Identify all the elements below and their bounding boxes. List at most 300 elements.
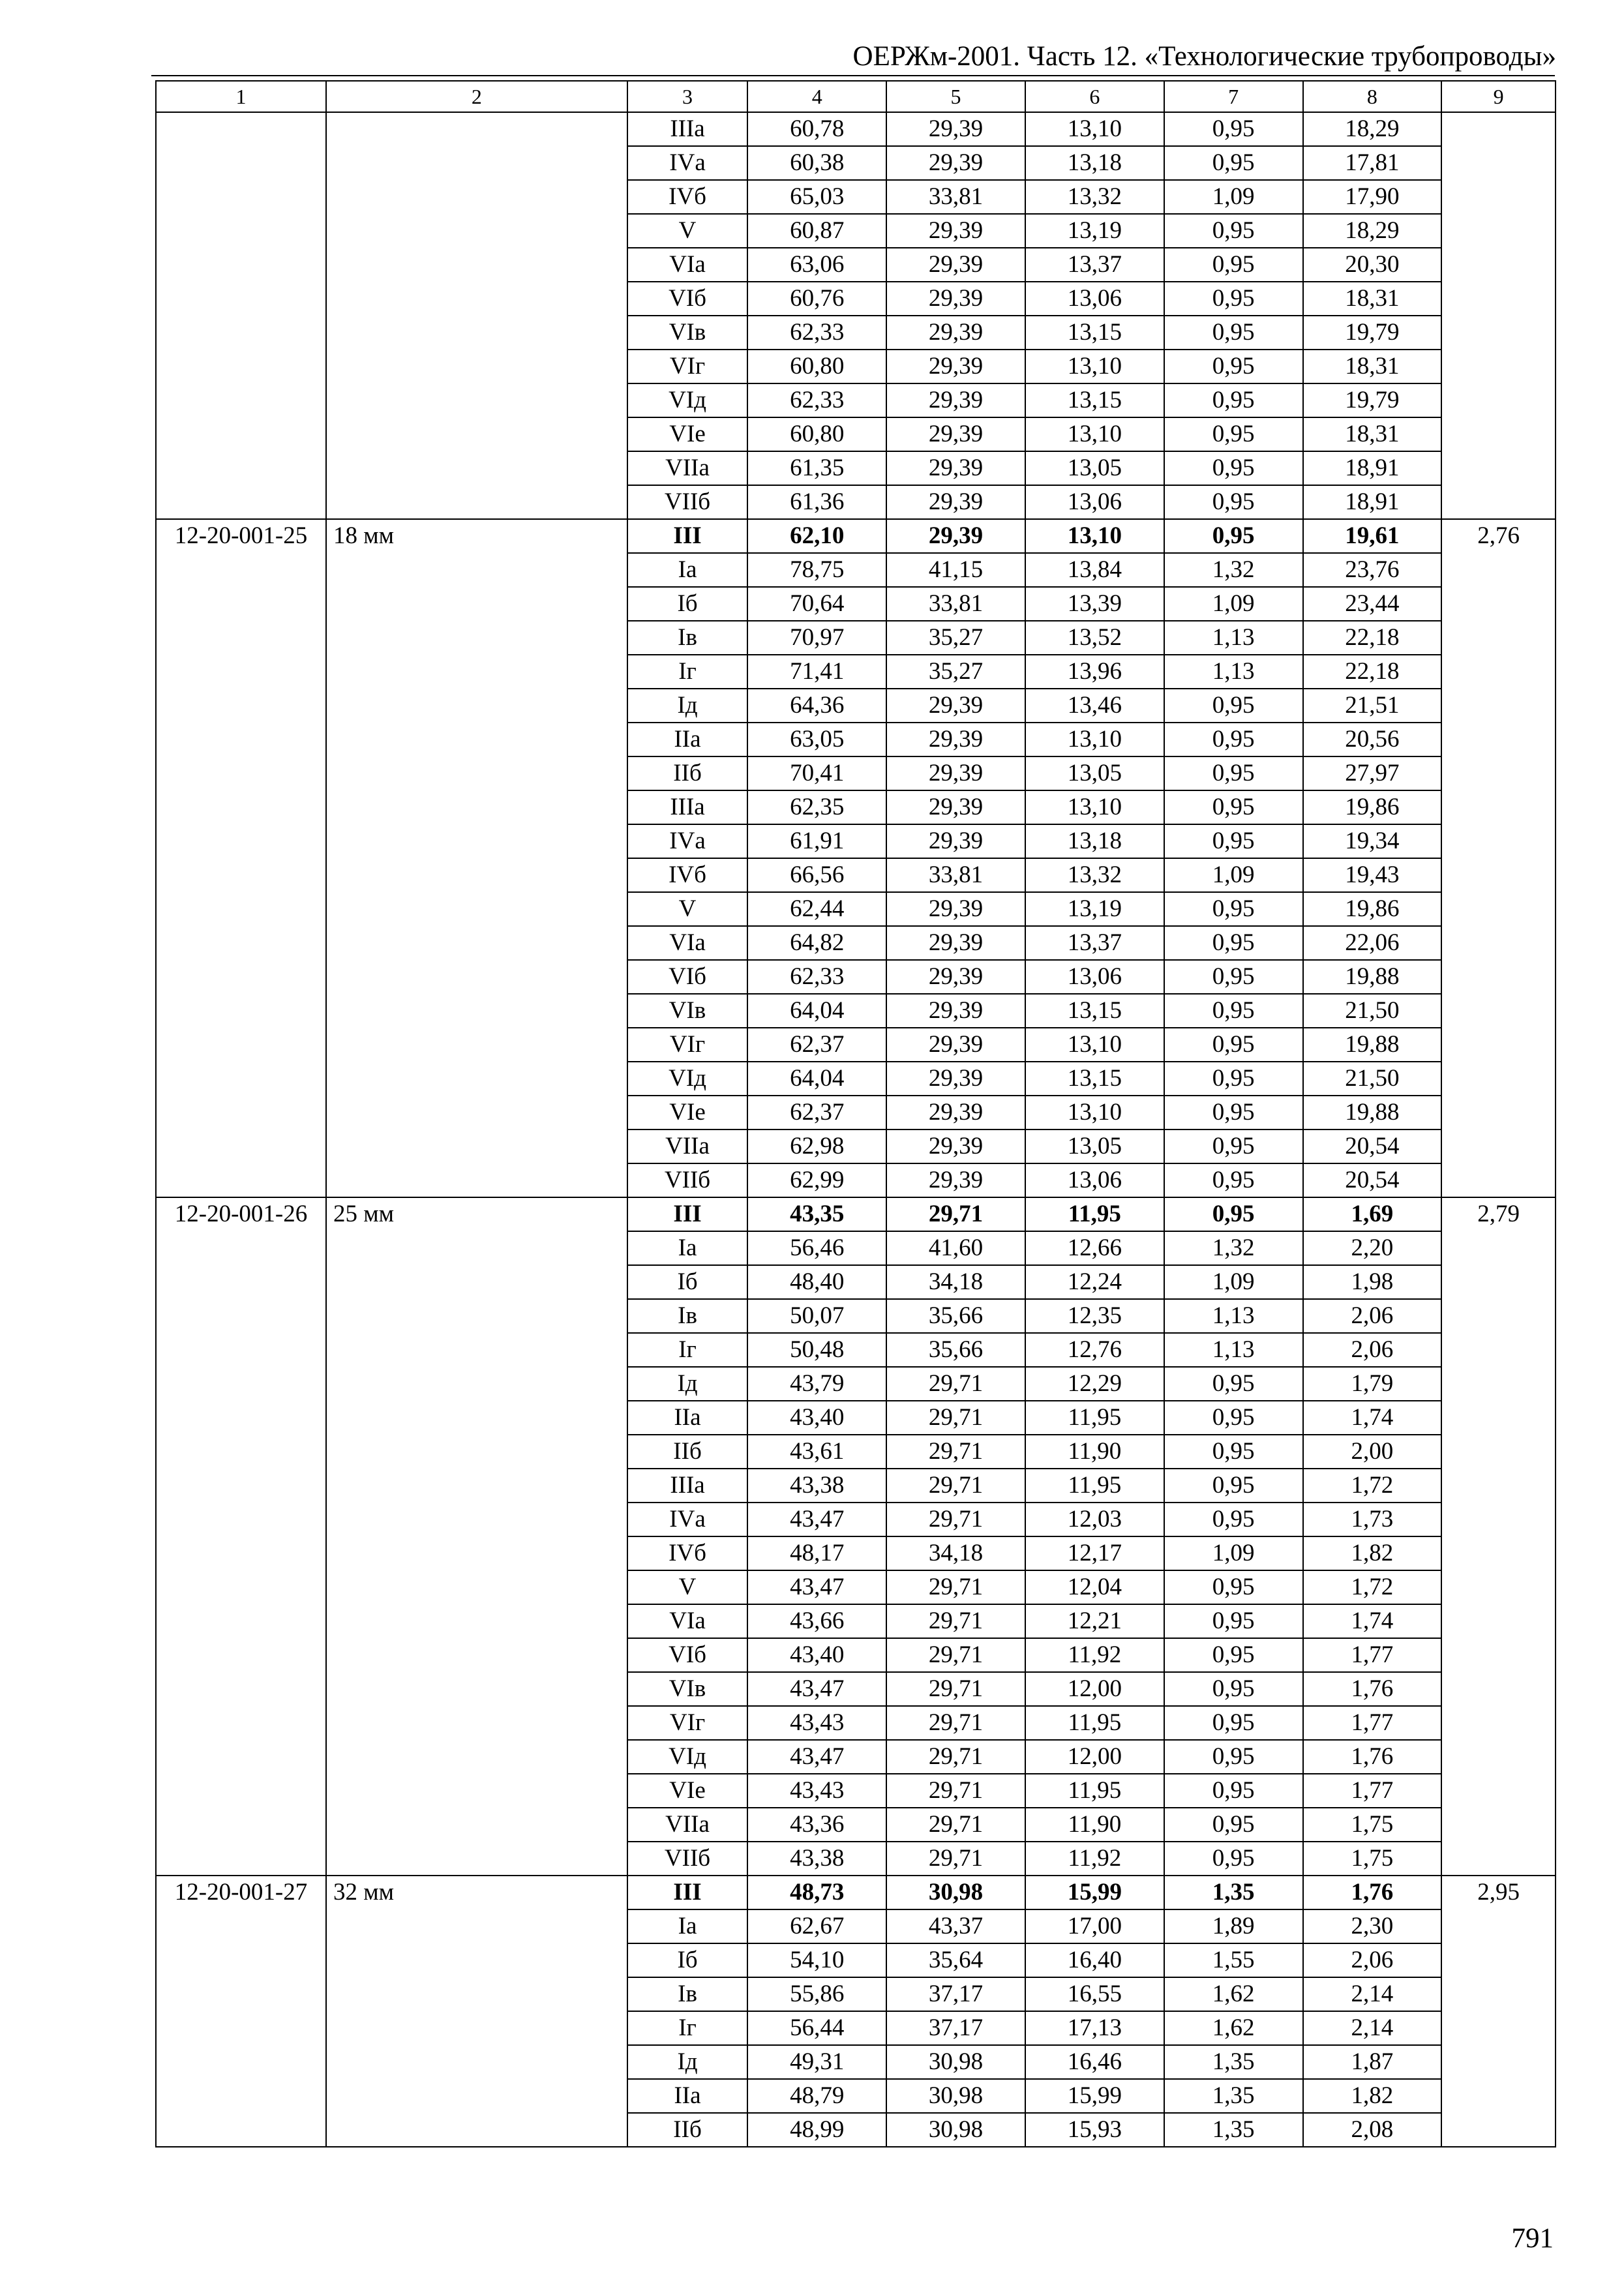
cell-machinist-wage: 1,35 [1164, 2045, 1303, 2079]
col-header-9: 9 [1441, 81, 1556, 112]
table-row [156, 1435, 1556, 1469]
cell-total: 62,99 [747, 1163, 886, 1197]
cell-materials: 1,72 [1303, 1469, 1442, 1503]
cell-total: 56,44 [747, 2011, 886, 2045]
cell-labor [1441, 1909, 1556, 1943]
cell-code [156, 2079, 326, 2113]
cell-wage: 29,71 [886, 1706, 1025, 1740]
table-row [156, 316, 1556, 350]
cell-wage: 29,39 [886, 1062, 1025, 1096]
cell-machine: 13,15 [1025, 316, 1164, 350]
cell-zone: Iд [627, 1367, 748, 1401]
cell-total: 64,04 [747, 1062, 886, 1096]
cell-zone: IVа [627, 824, 748, 858]
cell-wage: 33,81 [886, 587, 1025, 621]
cell-wage: 29,71 [886, 1774, 1025, 1808]
table-row [156, 2045, 1556, 2079]
cell-size [326, 2011, 627, 2045]
cell-size [326, 2045, 627, 2079]
cell-size [326, 1333, 627, 1367]
cell-machine: 13,10 [1025, 1028, 1164, 1062]
cell-labor [1441, 214, 1556, 248]
cell-wage: 29,71 [886, 1401, 1025, 1435]
cell-total: 62,98 [747, 1130, 886, 1163]
cell-machine: 13,10 [1025, 417, 1164, 451]
cell-zone: VIе [627, 417, 748, 451]
table-row [156, 587, 1556, 621]
cell-total: 65,03 [747, 180, 886, 214]
cell-machine: 13,32 [1025, 180, 1164, 214]
cell-total: 43,38 [747, 1842, 886, 1876]
cell-code [156, 858, 326, 892]
cell-materials: 1,74 [1303, 1401, 1442, 1435]
table-row [156, 1130, 1556, 1163]
table-row [156, 1096, 1556, 1130]
cell-code [156, 316, 326, 350]
running-header: ОЕРЖм-2001. Часть 12. «Технологические трубопроводы» [852, 41, 1556, 72]
cell-machine: 13,10 [1025, 723, 1164, 756]
cell-zone: VIа [627, 248, 748, 282]
table-row [156, 519, 1556, 553]
cell-wage: 37,17 [886, 1977, 1025, 2011]
cell-machinist-wage: 0,95 [1164, 248, 1303, 282]
cell-size [326, 756, 627, 790]
cell-total: 61,91 [747, 824, 886, 858]
table-row [156, 756, 1556, 790]
table-row [156, 960, 1556, 994]
cell-labor [1441, 1977, 1556, 2011]
cell-labor [1441, 248, 1556, 282]
cell-materials: 1,77 [1303, 1774, 1442, 1808]
cell-total: 64,36 [747, 689, 886, 723]
cell-materials: 19,86 [1303, 892, 1442, 926]
cell-labor [1441, 723, 1556, 756]
cell-machinist-wage: 0,95 [1164, 1096, 1303, 1130]
cell-labor [1441, 1299, 1556, 1333]
cell-materials: 1,76 [1303, 1672, 1442, 1706]
cell-machinist-wage: 1,13 [1164, 1333, 1303, 1367]
table-row [156, 214, 1556, 248]
cell-wage: 29,71 [886, 1740, 1025, 1774]
cell-labor [1441, 892, 1556, 926]
cell-machinist-wage: 0,95 [1164, 1401, 1303, 1435]
table-row [156, 1197, 1556, 1231]
cell-code [156, 485, 326, 519]
cell-code [156, 1469, 326, 1503]
cell-code [156, 417, 326, 451]
cell-machinist-wage: 0,95 [1164, 417, 1303, 451]
table-row [156, 858, 1556, 892]
cell-machine: 13,52 [1025, 621, 1164, 655]
cell-machine: 13,05 [1025, 451, 1164, 485]
cell-total: 54,10 [747, 1943, 886, 1977]
cell-machine: 13,39 [1025, 587, 1164, 621]
cell-zone: VIг [627, 1028, 748, 1062]
cell-code [156, 2045, 326, 2079]
cell-machinist-wage: 1,62 [1164, 1977, 1303, 2011]
table-row [156, 1706, 1556, 1740]
cell-total: 70,97 [747, 621, 886, 655]
cell-wage: 29,39 [886, 790, 1025, 824]
cell-machine: 13,15 [1025, 1062, 1164, 1096]
cell-wage: 29,39 [886, 519, 1025, 553]
table-row [156, 723, 1556, 756]
cell-machinist-wage: 0,95 [1164, 1197, 1303, 1231]
cell-total: 60,80 [747, 417, 886, 451]
cell-size [326, 1570, 627, 1604]
cell-materials: 20,54 [1303, 1163, 1442, 1197]
cell-size [326, 858, 627, 892]
table-row [156, 1604, 1556, 1638]
cell-machine: 11,90 [1025, 1808, 1164, 1842]
cell-zone: VIIа [627, 451, 748, 485]
cell-materials: 22,06 [1303, 926, 1442, 960]
table-row [156, 1299, 1556, 1333]
cell-labor [1441, 2113, 1556, 2147]
cell-materials: 19,43 [1303, 858, 1442, 892]
cell-size: 25 мм [326, 1197, 627, 1231]
cell-size [326, 1265, 627, 1299]
cell-zone: VIа [627, 1604, 748, 1638]
cell-materials: 1,98 [1303, 1265, 1442, 1299]
table-row [156, 1503, 1556, 1536]
cell-machine: 13,10 [1025, 519, 1164, 553]
table-row [156, 112, 1556, 146]
cell-labor [1441, 2011, 1556, 2045]
cell-machine: 13,18 [1025, 824, 1164, 858]
cell-total: 60,87 [747, 214, 886, 248]
cell-machinist-wage: 0,95 [1164, 1130, 1303, 1163]
cell-machinist-wage: 0,95 [1164, 756, 1303, 790]
table-row [156, 180, 1556, 214]
cell-code [156, 1774, 326, 1808]
cell-zone: Iд [627, 2045, 748, 2079]
col-header-7: 7 [1164, 81, 1303, 112]
cell-wage: 29,39 [886, 350, 1025, 383]
cell-zone: IIа [627, 1401, 748, 1435]
cell-machine: 13,32 [1025, 858, 1164, 892]
cell-total: 62,37 [747, 1096, 886, 1130]
cell-zone: IIб [627, 1435, 748, 1469]
cell-size [326, 2113, 627, 2147]
cell-materials: 2,06 [1303, 1943, 1442, 1977]
cell-wage: 29,39 [886, 485, 1025, 519]
cell-total: 49,31 [747, 2045, 886, 2079]
cell-code [156, 1130, 326, 1163]
cell-labor [1441, 1096, 1556, 1130]
cell-wage: 29,39 [886, 960, 1025, 994]
cell-code [156, 926, 326, 960]
cell-materials: 2,30 [1303, 1909, 1442, 1943]
table-row [156, 1808, 1556, 1842]
cell-zone: VIг [627, 1706, 748, 1740]
cell-machinist-wage: 0,95 [1164, 316, 1303, 350]
table-row [156, 282, 1556, 316]
cell-code [156, 2113, 326, 2147]
table-row [156, 1367, 1556, 1401]
cell-total: 43,40 [747, 1638, 886, 1672]
cell-code [156, 892, 326, 926]
cell-machine: 13,18 [1025, 146, 1164, 180]
cell-machine: 11,95 [1025, 1774, 1164, 1808]
cell-zone: IIIа [627, 112, 748, 146]
cell-code [156, 1536, 326, 1570]
cell-size [326, 1604, 627, 1638]
cell-zone: VIд [627, 383, 748, 417]
cell-materials: 1,74 [1303, 1604, 1442, 1638]
cell-total: 63,06 [747, 248, 886, 282]
cell-machinist-wage: 1,09 [1164, 1265, 1303, 1299]
cell-labor [1441, 180, 1556, 214]
cell-code: 12-20-001-25 [156, 519, 326, 553]
cell-machinist-wage: 0,95 [1164, 1672, 1303, 1706]
cell-size [326, 2079, 627, 2113]
cell-zone: VIIб [627, 1842, 748, 1876]
cell-wage: 29,71 [886, 1469, 1025, 1503]
table-row [156, 1943, 1556, 1977]
cell-labor [1441, 451, 1556, 485]
cell-machinist-wage: 0,95 [1164, 1367, 1303, 1401]
cell-size [326, 790, 627, 824]
cell-labor [1441, 1265, 1556, 1299]
cell-zone: Iа [627, 1909, 748, 1943]
cell-labor [1441, 587, 1556, 621]
cell-labor [1441, 112, 1556, 146]
cell-materials: 18,29 [1303, 214, 1442, 248]
cell-labor [1441, 1774, 1556, 1808]
cell-machine: 13,84 [1025, 553, 1164, 587]
cell-machinist-wage: 0,95 [1164, 960, 1303, 994]
cell-materials: 21,50 [1303, 994, 1442, 1028]
cell-code [156, 1435, 326, 1469]
cell-code [156, 282, 326, 316]
cell-labor [1441, 1706, 1556, 1740]
cell-code [156, 655, 326, 689]
cell-machinist-wage: 0,95 [1164, 1469, 1303, 1503]
cell-labor [1441, 689, 1556, 723]
table-row [156, 1977, 1556, 2011]
cell-machine: 11,95 [1025, 1469, 1164, 1503]
cell-zone: Iд [627, 689, 748, 723]
cell-machinist-wage: 0,95 [1164, 519, 1303, 553]
cell-total: 48,79 [747, 2079, 886, 2113]
cell-wage: 30,98 [886, 2079, 1025, 2113]
table-row [156, 1333, 1556, 1367]
cell-labor [1441, 1231, 1556, 1265]
header-rule [151, 75, 1555, 76]
cell-materials: 20,30 [1303, 248, 1442, 282]
cell-code [156, 587, 326, 621]
cell-machinist-wage: 1,09 [1164, 858, 1303, 892]
cell-wage: 33,81 [886, 858, 1025, 892]
cell-labor [1441, 146, 1556, 180]
cell-materials: 19,79 [1303, 316, 1442, 350]
cell-code [156, 214, 326, 248]
cell-code [156, 350, 326, 383]
cell-materials: 19,88 [1303, 1028, 1442, 1062]
cell-code [156, 756, 326, 790]
cell-wage: 41,15 [886, 553, 1025, 587]
table-row [156, 451, 1556, 485]
cell-labor [1441, 2079, 1556, 2113]
cell-labor [1441, 790, 1556, 824]
cell-wage: 29,39 [886, 926, 1025, 960]
cell-code [156, 553, 326, 587]
cell-machine: 12,76 [1025, 1333, 1164, 1367]
cell-materials: 18,29 [1303, 112, 1442, 146]
cell-code [156, 1977, 326, 2011]
cell-total: 55,86 [747, 1977, 886, 2011]
cell-size [326, 1774, 627, 1808]
cell-zone: IIIа [627, 1469, 748, 1503]
cell-size [326, 1536, 627, 1570]
cell-labor [1441, 1401, 1556, 1435]
cell-total: 43,66 [747, 1604, 886, 1638]
cell-total: 43,36 [747, 1808, 886, 1842]
cell-zone: VIIб [627, 485, 748, 519]
cell-machinist-wage: 0,95 [1164, 1435, 1303, 1469]
cell-materials: 1,79 [1303, 1367, 1442, 1401]
cell-total: 62,33 [747, 960, 886, 994]
cell-size [326, 1367, 627, 1401]
cell-size [326, 316, 627, 350]
cell-total: 70,64 [747, 587, 886, 621]
cell-size [326, 214, 627, 248]
cell-zone: Iб [627, 1265, 748, 1299]
cell-zone: IVа [627, 1503, 748, 1536]
cell-code [156, 2011, 326, 2045]
cell-size [326, 926, 627, 960]
cell-zone: IIа [627, 2079, 748, 2113]
table-row [156, 1740, 1556, 1774]
table-row [156, 621, 1556, 655]
cell-total: 71,41 [747, 655, 886, 689]
cell-machine: 15,93 [1025, 2113, 1164, 2147]
table-row [156, 655, 1556, 689]
cell-materials: 23,76 [1303, 553, 1442, 587]
cell-machinist-wage: 1,35 [1164, 1876, 1303, 1909]
cell-wage: 29,39 [886, 282, 1025, 316]
cell-machine: 17,00 [1025, 1909, 1164, 1943]
cell-materials: 1,82 [1303, 1536, 1442, 1570]
cell-materials: 1,73 [1303, 1503, 1442, 1536]
cell-code [156, 1943, 326, 1977]
cell-machinist-wage: 1,55 [1164, 1943, 1303, 1977]
cell-total: 64,04 [747, 994, 886, 1028]
cell-labor [1441, 1570, 1556, 1604]
cell-machinist-wage: 0,95 [1164, 824, 1303, 858]
cell-zone: III [627, 1197, 748, 1231]
cell-machinist-wage: 1,09 [1164, 587, 1303, 621]
cell-total: 43,35 [747, 1197, 886, 1231]
cell-code [156, 960, 326, 994]
cell-wage: 29,39 [886, 1028, 1025, 1062]
cell-total: 62,35 [747, 790, 886, 824]
cell-wage: 29,71 [886, 1842, 1025, 1876]
cell-zone: Iб [627, 587, 748, 621]
cell-machinist-wage: 0,95 [1164, 282, 1303, 316]
cell-materials: 1,77 [1303, 1706, 1442, 1740]
cell-labor [1441, 485, 1556, 519]
cell-labor [1441, 1435, 1556, 1469]
table-row [156, 1469, 1556, 1503]
cell-code [156, 146, 326, 180]
cell-wage: 29,39 [886, 451, 1025, 485]
cell-labor [1441, 1333, 1556, 1367]
cell-materials: 1,77 [1303, 1638, 1442, 1672]
cell-size [326, 1808, 627, 1842]
cell-machinist-wage: 1,35 [1164, 2079, 1303, 2113]
cell-machinist-wage: 1,09 [1164, 180, 1303, 214]
cell-machine: 15,99 [1025, 1876, 1164, 1909]
cell-size [326, 1943, 627, 1977]
cell-materials: 23,44 [1303, 587, 1442, 621]
cell-machinist-wage: 0,95 [1164, 926, 1303, 960]
cell-zone: VIIа [627, 1130, 748, 1163]
cell-wage: 29,39 [886, 994, 1025, 1028]
cell-machinist-wage: 0,95 [1164, 1028, 1303, 1062]
cell-size [326, 1062, 627, 1096]
cell-zone: VIе [627, 1096, 748, 1130]
table-row [156, 994, 1556, 1028]
cell-labor [1441, 824, 1556, 858]
cell-machinist-wage: 0,95 [1164, 1706, 1303, 1740]
cell-size: 32 мм [326, 1876, 627, 1909]
cell-labor [1441, 621, 1556, 655]
cell-zone: VIб [627, 282, 748, 316]
cell-machinist-wage: 0,95 [1164, 214, 1303, 248]
cell-code [156, 1604, 326, 1638]
cell-materials: 1,72 [1303, 1570, 1442, 1604]
cell-wage: 29,71 [886, 1604, 1025, 1638]
cell-machinist-wage: 0,95 [1164, 689, 1303, 723]
table-row [156, 1909, 1556, 1943]
cell-code [156, 1401, 326, 1435]
cell-labor [1441, 417, 1556, 451]
cell-machinist-wage: 1,13 [1164, 1299, 1303, 1333]
cell-code [156, 1299, 326, 1333]
cell-total: 60,76 [747, 282, 886, 316]
cell-labor [1441, 1740, 1556, 1774]
cell-labor [1441, 1672, 1556, 1706]
table-header [156, 81, 1556, 112]
cell-materials: 18,31 [1303, 282, 1442, 316]
cell-wage: 29,71 [886, 1570, 1025, 1604]
cell-wage: 29,39 [886, 214, 1025, 248]
cell-labor [1441, 350, 1556, 383]
cell-code [156, 180, 326, 214]
cell-wage: 35,27 [886, 621, 1025, 655]
table-row [156, 1028, 1556, 1062]
cell-machine: 12,03 [1025, 1503, 1164, 1536]
cell-total: 62,10 [747, 519, 886, 553]
cell-machine: 12,17 [1025, 1536, 1164, 1570]
cell-total: 64,82 [747, 926, 886, 960]
cell-materials: 27,97 [1303, 756, 1442, 790]
cell-wage: 30,98 [886, 1876, 1025, 1909]
page-number: 791 [1511, 2223, 1554, 2254]
cell-wage: 29,39 [886, 112, 1025, 146]
cell-code [156, 1028, 326, 1062]
cell-total: 60,78 [747, 112, 886, 146]
cell-wage: 29,71 [886, 1197, 1025, 1231]
cell-machine: 13,06 [1025, 282, 1164, 316]
cell-machinist-wage: 1,13 [1164, 621, 1303, 655]
cell-machine: 11,92 [1025, 1638, 1164, 1672]
cell-zone: IIIа [627, 790, 748, 824]
cell-size [326, 180, 627, 214]
cell-zone: III [627, 1876, 748, 1909]
